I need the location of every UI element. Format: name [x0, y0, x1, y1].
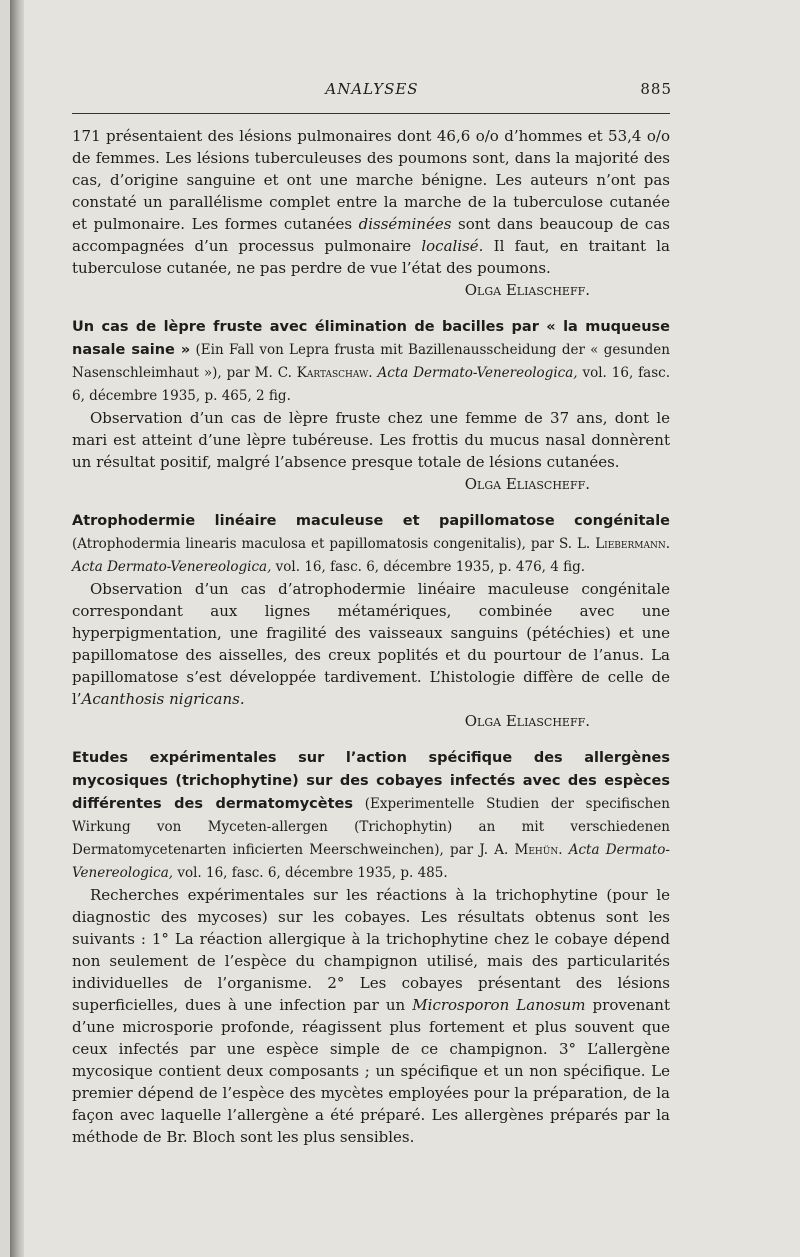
article-author: Liebermann.: [595, 536, 670, 552]
article-journal: Acta Dermato-Venereologica,: [72, 842, 670, 881]
section-title: ANALYSES: [325, 80, 419, 98]
article-body: 171 présentaient des lésions pulmonaires dont 46,6 o/o d’hommes et 53,4 o/o de femmes. Les lésions tuberculeuses des poumons sont, dans la majorité des cas, d’origine sanguine et ont une marche bénigne. Les auteurs n’ont pas constaté un parallélisme complet entre la marche de la tuberculose cutanée et pulmonaire. Les formes cutanées disséminées sont dans beaucoup de cas accompagnées d’un processus pulmonaire localisé. Il faut, en traitant la tuberculose cutanée, ne pas perdre de vue l’état des poumons.: [72, 127, 670, 277]
article-author: Mehün.: [514, 842, 563, 858]
running-head: [72, 80, 672, 104]
header-rule: [72, 113, 670, 114]
article-lepre: [72, 315, 670, 495]
article-body: Observation d’un cas de lèpre fruste chez une femme de 37 ans, dont le mari est atteint d’une lèpre tubéreuse. Les frottis du mucus nasal donnèrent un résultat positif, malgré l’absence presque totale de lésions cutanées.: [72, 409, 670, 471]
page-content: [72, 125, 670, 1148]
article-title: Un cas de lèpre fruste avec élimination de bacilles par « la muqueuse nasale saine »: [72, 319, 670, 358]
article-journal: Acta Dermato-Venereologica,: [72, 559, 272, 575]
article-etudes: [72, 746, 670, 1148]
article-signature: Olga Eliascheff.: [464, 281, 590, 299]
article-atrophodermie: [72, 509, 670, 732]
page: [10, 0, 800, 1257]
book-gutter: [10, 0, 24, 1257]
article-body: Recherches expérimentales sur les réactions à la trichophytine (pour le diagnostic des mycoses) sur les cobayes. Les résultats obtenus sont les suivants : 1° La réaction allergique à la trichophytine chez le cobaye dépend non seulement de l’espèce du champignon utilisé, mais des particularités individuelles de l’organisme. 2° Les cobayes présentant des lésions superficielles, dues à une infection par un Microsporon Lanosum provenant d’une microsporie profonde, réagissent plus fortement et plus souvent que ceux infectés par une espèce simple de ce champignon. 3° L’allergène mycosique contient deux composants ; un spécifique et un non spécifique. Le premier dépend de l’espèce des mycètes employées pour la préparation, de la façon avec laquelle l’allergène a été préparé. Les allergènes préparés par la méthode de Br. Bloch sont les plus sensibles.: [72, 886, 670, 1146]
article-heading: Atrophodermie linéaire maculeuse et papillomatose congénitale (Atrophodermia linearis maculosa et papillomatosis congenitalis), par S. L. Liebermann. Acta Dermato-Venereologica, vol. 16, fasc. 6, décembre 1935, p. 476, 4 fig.: [72, 513, 670, 575]
article-continued: [72, 125, 670, 301]
article-heading: Etudes expérimentales sur l’action spécifique des allergènes mycosiques (trichophytine) sur des cobayes infectés avec des espèces différentes des dermatomycètes (Experimentelle Studien der specifischen Wirkung von Myceten-allergen (Trichophytin) an mit verschiedenen Dermatomycetenarten inficierten Meerschweinchen), par J. A. Mehün. Acta Dermato-Venereologica, vol. 16, fasc. 6, décembre 1935, p. 485.: [72, 750, 670, 881]
article-title: Atrophodermie linéaire maculeuse et papillomatose congénitale: [72, 513, 670, 529]
article-signature: Olga Eliascheff.: [464, 475, 590, 493]
page-number: 885: [640, 80, 672, 98]
article-signature: Olga Eliascheff.: [464, 712, 590, 730]
article-heading: Un cas de lèpre fruste avec élimination de bacilles par « la muqueuse nasale saine » (Ein Fall von Lepra frusta mit Bazillenausscheidung der « gesunden Nasenschleimhaut »), par M. C. Kartaschaw. Acta Dermato-Venereologica, vol. 16, fasc. 6, décembre 1935, p. 465, 2 fig.: [72, 319, 670, 404]
article-author: Kartaschaw.: [296, 365, 373, 381]
article-title: Etudes expérimentales sur l’action spécifique des allergènes mycosiques (trichophytine) sur des cobayes infectés avec des espèces différentes des dermatomycètes: [72, 750, 670, 812]
article-journal: Acta Dermato-Venereologica,: [372, 365, 578, 381]
article-body: Observation d’un cas d’atrophodermie linéaire maculeuse congénitale correspondant aux lignes métamériques, combinée avec une hyperpigmentation, une fragilité des vaisseaux sanguins (pétéchies) et une papillomatose des aisselles, des creux poplités et du pourtour de l’anus. La papillomatose s’est développée tardivement. L’histologie diffère de celle de l’Acanthosis nigricans.: [72, 580, 670, 708]
